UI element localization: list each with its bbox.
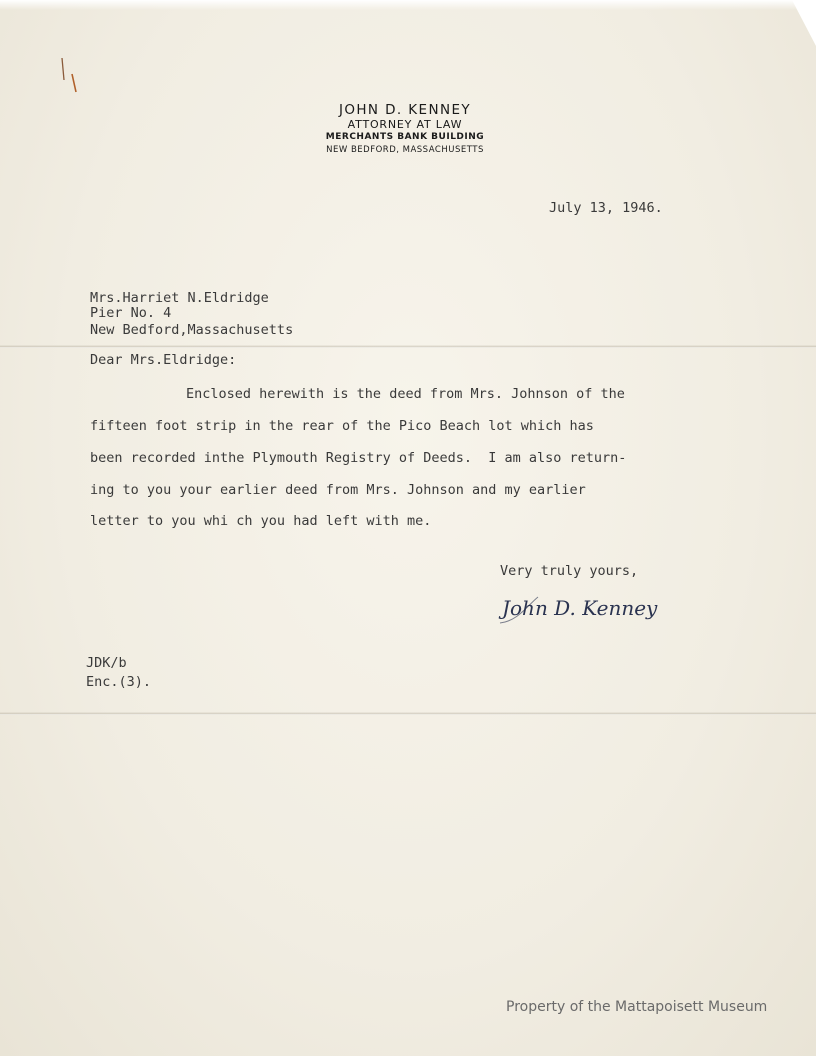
letterhead-building: MERCHANTS BANK BUILDING xyxy=(325,132,485,143)
salutation: Dear Mrs.Eldridge: xyxy=(90,352,237,368)
letter-date: July 13, 1946. xyxy=(549,200,663,216)
pencil-mark xyxy=(58,52,82,96)
body-line: Enclosed herewith is the deed from Mrs. Johnson of the xyxy=(186,386,625,402)
fold-line xyxy=(0,345,816,348)
body-line: been recorded inthe Plymouth Registry of Deeds. I am also return- xyxy=(90,450,627,466)
recipient-name: Mrs.Harriet N.Eldridge xyxy=(90,290,269,306)
svg-text:John D. Kenney: John D. Kenney xyxy=(502,596,658,620)
handwritten-signature xyxy=(498,585,688,629)
fold-line xyxy=(0,712,816,715)
closing: Very truly yours, xyxy=(500,563,639,579)
body-line: fifteen foot strip in the rear of the Pico Beach lot which has xyxy=(90,418,594,434)
body-line: ing to you your earlier deed from Mrs. Johnson and my earlier xyxy=(90,482,586,498)
recipient-address-line: Pier No. 4 xyxy=(90,305,172,321)
typist-initials: JDK/b xyxy=(86,655,127,671)
letterhead-city: NEW BEDFORD, MASSACHUSETTS xyxy=(326,145,484,156)
letterhead-title: ATTORNEY AT LAW xyxy=(347,118,463,132)
museum-watermark: Property of the Mattapoisett Museum xyxy=(506,999,768,1015)
body-line: letter to you whi ch you had left with me. xyxy=(90,513,432,529)
letterhead-name: JOHN D. KENNEY xyxy=(338,102,472,118)
paper-top-edge xyxy=(0,0,816,10)
torn-corner xyxy=(792,0,816,46)
recipient-city: New Bedford,Massachusetts xyxy=(90,322,294,338)
letterhead xyxy=(280,102,530,155)
enclosure-note: Enc.(3). xyxy=(86,674,152,690)
